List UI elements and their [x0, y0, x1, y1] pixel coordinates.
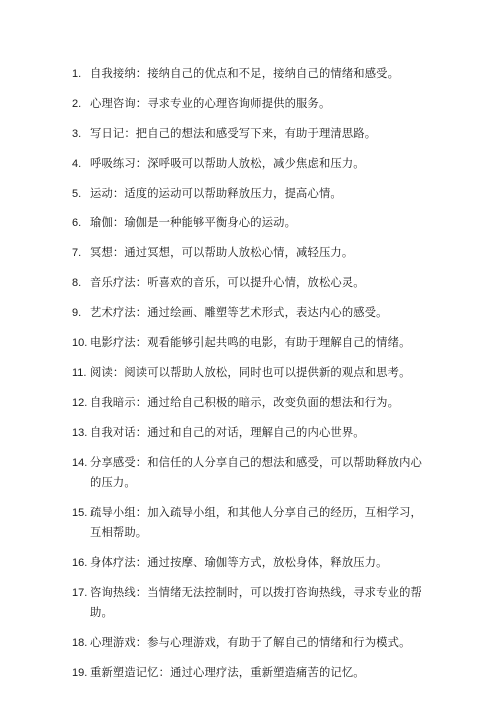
list-item	[72, 154, 432, 174]
list-item	[72, 633, 432, 653]
list-item	[72, 393, 432, 413]
item-number: 13.	[72, 426, 88, 439]
item-number: 3.	[72, 127, 82, 140]
item-text: 电影疗法：观看能够引起共鸣的电影，有助于理解自己的情绪。	[90, 336, 411, 350]
item-number: 14.	[72, 456, 88, 469]
list-item	[72, 243, 432, 263]
item-number: 11.	[72, 366, 87, 379]
item-number: 17.	[72, 586, 88, 599]
list-item	[72, 503, 432, 544]
list-item	[72, 184, 432, 204]
item-number: 15.	[72, 506, 88, 519]
list-item	[72, 423, 432, 443]
item-text: 呼吸练习：深呼吸可以帮助人放松，减少焦虑和压力。	[90, 156, 365, 170]
item-text: 重新塑造记忆：通过心理疗法，重新塑造痛苦的记忆。	[90, 665, 365, 679]
item-number: 6.	[72, 217, 82, 230]
item-number: 7.	[72, 247, 82, 260]
item-number: 5.	[72, 187, 82, 200]
item-number: 18.	[72, 637, 88, 650]
item-text: 疏导小组：加入疏导小组，和其他人分享自己的经历，互相学习，互相帮助。	[90, 505, 422, 540]
list-item	[72, 453, 432, 494]
item-text: 心理游戏：参与心理游戏，有助于了解自己的情绪和行为模式。	[90, 636, 411, 650]
list-item	[72, 124, 432, 144]
item-text: 咨询热线：当情绪无法控制时，可以拨打咨询热线，寻求专业的帮助。	[90, 585, 422, 620]
list-item	[72, 213, 432, 233]
list-item	[72, 273, 432, 293]
item-text: 写日记：把自己的想法和感受写下来，有助于理清思路。	[90, 126, 377, 140]
item-number: 8.	[72, 277, 82, 290]
item-number: 4.	[72, 157, 82, 170]
item-text: 心理咨询：寻求专业的心理咨询师提供的服务。	[90, 96, 331, 110]
item-text: 身体疗法：通过按摩、瑜伽等方式，放松身体，释放压力。	[90, 555, 388, 569]
item-text: 分享感受：和信任的人分享自己的想法和感受，可以帮助释放内心的压力。	[90, 455, 422, 489]
item-number: 1.	[72, 68, 82, 80]
list-item	[72, 583, 432, 624]
list-item	[72, 303, 432, 323]
numbered-list	[72, 64, 432, 693]
item-text: 艺术疗法：通过绘画、雕塑等艺术形式，表达内心的感受。	[90, 306, 388, 320]
item-text: 自我暗示：通过给自己积极的暗示，改变负面的想法和行为。	[90, 395, 400, 409]
item-text: 音乐疗法：听喜欢的音乐，可以提升心情，放松心灵。	[90, 276, 365, 290]
item-number: 2.	[72, 97, 82, 110]
list-item	[72, 94, 432, 114]
list-item	[72, 333, 432, 353]
list-item	[72, 64, 432, 84]
item-text: 自我对话：通过和自己的对话，理解自己的内心世界。	[90, 425, 365, 439]
item-number: 16.	[72, 556, 88, 569]
list-item	[72, 663, 432, 683]
item-number: 9.	[72, 307, 82, 320]
item-text: 瑜伽：瑜伽是一种能够平衡身心的运动。	[90, 216, 297, 230]
item-number: 10.	[72, 337, 88, 350]
item-number: 12.	[72, 396, 88, 409]
item-number: 19.	[72, 666, 88, 679]
item-text: 自我接纳：接纳自己的优点和不足，接纳自己的情绪和感受。	[90, 67, 400, 80]
item-text: 阅读：阅读可以帮助人放松，同时也可以提供新的观点和思考。	[90, 365, 411, 379]
item-text: 冥想：通过冥想，可以帮助人放松心情，减轻压力。	[90, 246, 354, 260]
list-item	[72, 553, 432, 573]
item-text: 运动：适度的运动可以帮助释放压力，提高心情。	[90, 186, 342, 200]
list-item	[72, 363, 432, 383]
